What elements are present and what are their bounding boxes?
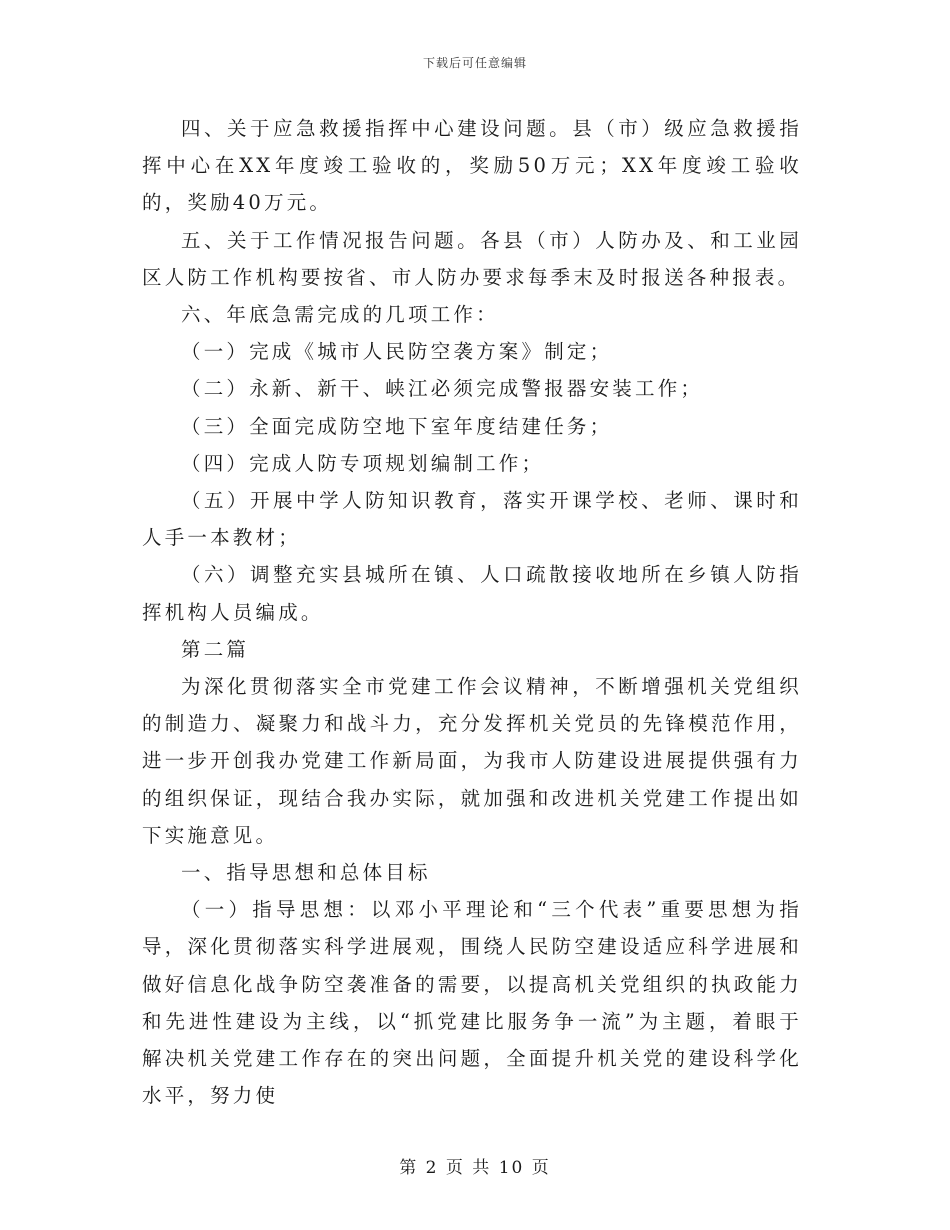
list-item-task-3: （三）全面完成防空地下室年度结建任务；: [181, 414, 613, 438]
document-body: [142, 110, 802, 1114]
paragraph-part-two-intro: 为深化贯彻落实全市党建工作会议精神，不断增强机关党组织的制造力、凝聚力和战斗力，充分发挥机关党员的先锋模范作用，进一步开创我办党建工作新局面，为我市人防建设进展提供强有力的组织保证，现结合我办实际，就加强和改进机关党建工作提出如下实施意见。: [142, 675, 802, 847]
paragraph-work-report: 五、关于工作情况报告问题。各县（市）人防办及、和工业园区人防工作机构要按省、市人防办要求每季末及时报送各种报表。: [142, 228, 802, 289]
list-item-task-2: （二）永新、新干、峡江必须完成警报器安装工作；: [181, 377, 704, 401]
page-number: 第 2 页 共 10 页: [399, 1158, 551, 1178]
paragraph-guiding-ideology: （一）指导思想：以邓小平理论和“三个代表”重要思想为指导，深化贯彻落实科学进展观，围绕人民防空建设适应科学进展和做好信息化战争防空袭准备的需要，以提高机关党组织的执政能力和先进性建设为主线，以“抓党建比服务争一流”为主题，着眼于解决机关党建工作存在的突出问题，全面提升机关党的建设科学化水平，努力使: [142, 898, 802, 1108]
list-item-task-4: （四）完成人防专项规划编制工作；: [181, 451, 545, 475]
paragraph-year-end-tasks: 六、年底急需完成的几项工作：: [181, 303, 499, 327]
page-header-note: 下载后可任意编辑: [422, 56, 527, 70]
list-item-task-1: （一）完成《城市人民防空袭方案》制定；: [181, 340, 613, 364]
section-heading-guiding-ideology: 一、指导思想和总体目标: [181, 861, 431, 885]
section-heading-part-two: 第二篇: [181, 637, 250, 661]
paragraph-emergency-center: 四、关于应急救援指挥中心建设问题。县（市）级应急救援指挥中心在XX年度竣工验收的，奖励50万元；XX年度竣工验收的，奖励40万元。: [142, 117, 802, 215]
list-item-task-6: （六）调整充实县城所在镇、人口疏散接收地所在乡镇人防指挥机构人员编成。: [142, 563, 802, 624]
list-item-task-5: （五）开展中学人防知识教育，落实开课学校、老师、课时和人手一本教材；: [142, 489, 802, 550]
